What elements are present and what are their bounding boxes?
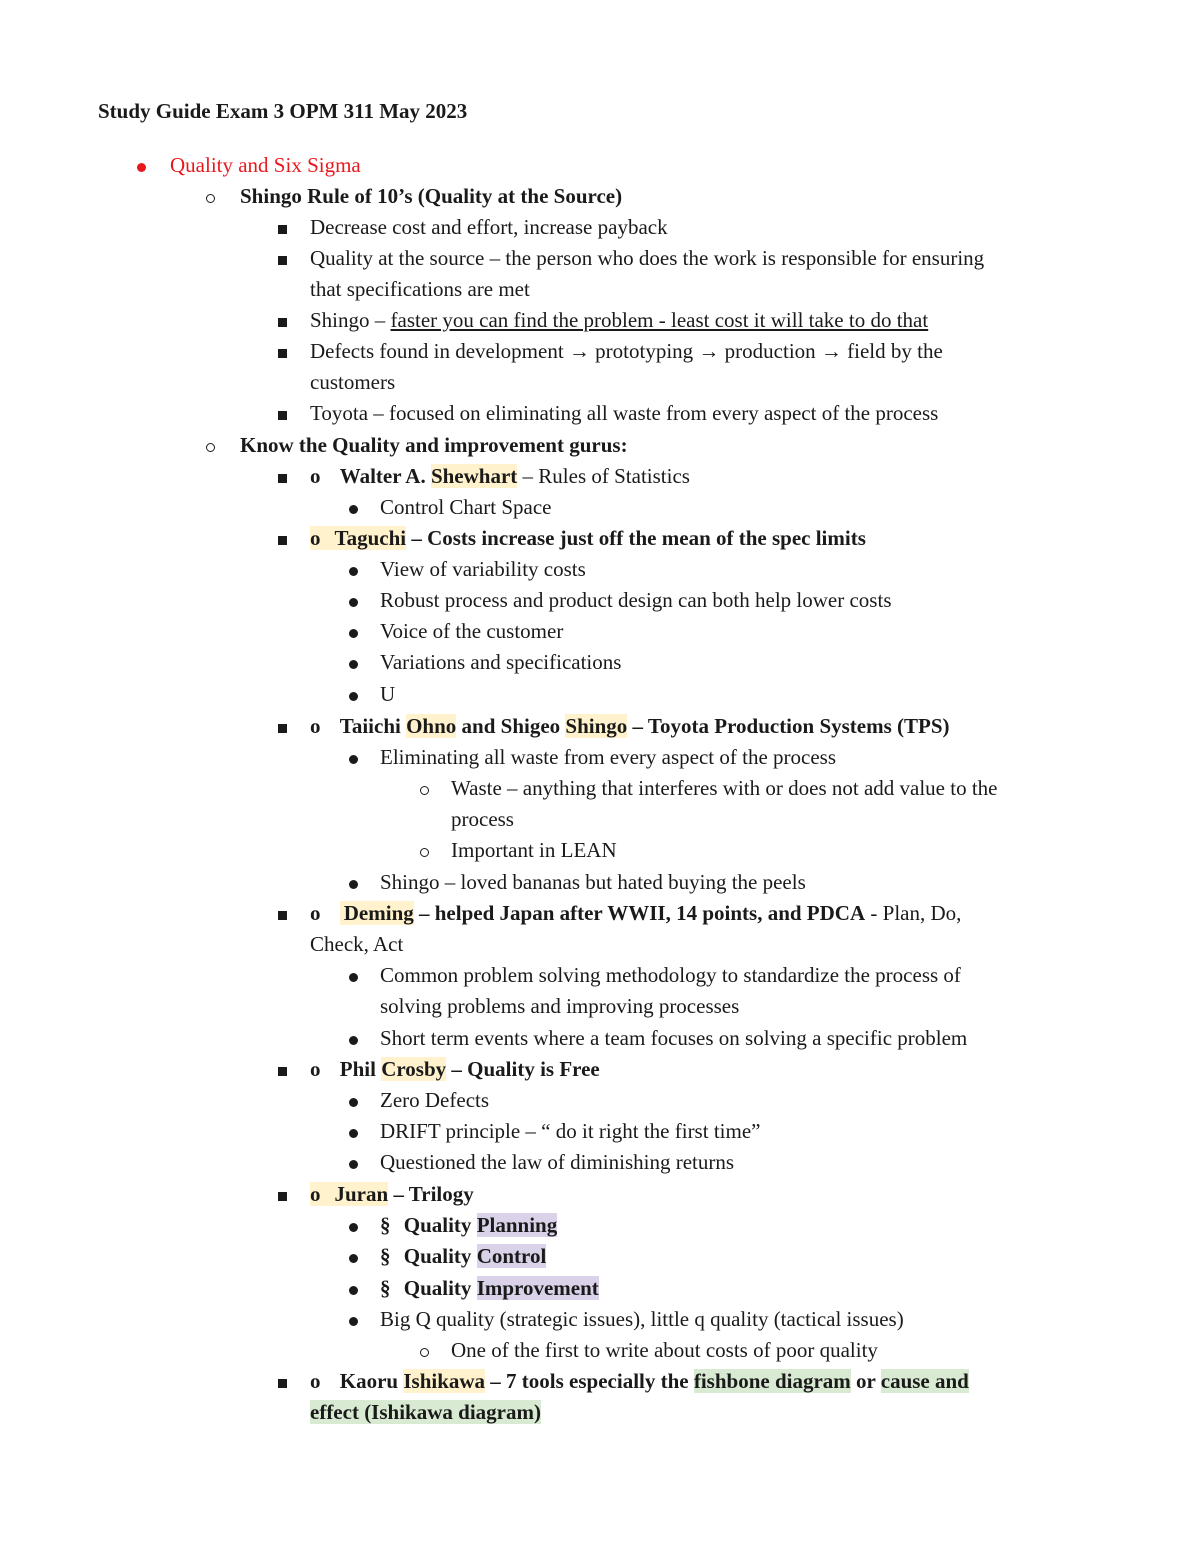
bullet-icon (349, 1286, 358, 1295)
list-item (346, 554, 586, 585)
guru-desc: – Trilogy (388, 1182, 474, 1206)
list-text: U (380, 682, 396, 706)
square-bullet-icon (278, 911, 287, 920)
bullet-icon (349, 660, 358, 669)
list-text: Questioned the law of diminishing returns (380, 1150, 735, 1174)
o-marker: o (310, 1369, 321, 1393)
circle-bullet-icon (206, 443, 215, 452)
list-text-continued: customers (310, 370, 396, 394)
list-text: One of the first to write about costs of poor quality (451, 1338, 878, 1362)
section-sign: § (380, 1213, 391, 1237)
bullet-icon (349, 973, 358, 982)
list-item (276, 336, 943, 367)
bullet-icon (349, 598, 358, 607)
bullet-icon (349, 1160, 358, 1169)
o-marker: o (310, 1057, 321, 1081)
list-item (346, 742, 836, 773)
guru-ohno-shingo (276, 711, 950, 742)
section-quality-six-sigma (133, 150, 361, 181)
bullet-icon (349, 692, 358, 701)
shingo-rule-heading: Shingo Rule of 10’s (Quality at the Source) (240, 184, 623, 208)
tool-highlight: cause and (880, 1369, 969, 1393)
guru-desc: – Quality is Free (446, 1057, 600, 1081)
tool-highlight: effect (Ishikawa diagram) (310, 1400, 541, 1424)
bullet-icon (349, 1129, 358, 1138)
guru-name: Taguchi (334, 526, 407, 550)
trilogy-item (346, 1273, 599, 1304)
list-text-continued: process (451, 807, 514, 831)
list-item (346, 585, 892, 616)
guru-name: Shewhart (430, 464, 518, 488)
guru-first-name: Phil (339, 1057, 376, 1081)
circle-bullet-icon (420, 786, 429, 795)
list-text-continued: Check, Act (310, 932, 404, 956)
bullet-icon (349, 505, 358, 514)
bullet-icon (349, 1098, 358, 1107)
guru-desc: – 7 tools especially the (485, 1369, 694, 1393)
tool-highlight: fishbone diagram (693, 1369, 851, 1393)
guru-desc-plain: - Plan, Do, (865, 901, 962, 925)
list-text: Robust process and product design can both help lower costs (380, 588, 892, 612)
circle-bullet-icon (420, 1348, 429, 1357)
list-text: Voice of the customer (380, 619, 564, 643)
list-item (346, 492, 551, 523)
page-title: Study Guide Exam 3 OPM 311 May 2023 (98, 99, 468, 123)
bullet-icon (349, 755, 358, 764)
list-item (418, 773, 998, 804)
guru-name: Ohno (406, 714, 457, 738)
list-item (346, 1085, 489, 1116)
list-text: Shingo – (310, 308, 391, 332)
square-bullet-icon (278, 1192, 287, 1201)
square-bullet-icon (278, 411, 287, 420)
guru-desc: – Rules of Statistics (517, 464, 690, 488)
list-text: Shingo – loved bananas but hated buying the peels (380, 870, 806, 894)
bullet-icon (349, 1254, 358, 1263)
gurus-heading: Know the Quality and improvement gurus: (240, 433, 628, 457)
list-text: Important in LEAN (451, 838, 617, 862)
o-marker: o (310, 464, 321, 488)
o-marker: o (310, 901, 321, 925)
list-item (204, 181, 622, 212)
guru-crosby (276, 1054, 600, 1085)
square-bullet-icon (278, 474, 287, 483)
square-bullet-icon (278, 724, 287, 733)
section-heading: Quality and Six Sigma (170, 153, 361, 177)
list-item (346, 616, 563, 647)
list-text-continued (310, 1397, 541, 1428)
o-marker: o (310, 526, 335, 550)
bullet-icon (349, 629, 358, 638)
list-item (276, 243, 984, 274)
list-text: DRIFT principle – “ do it right the first time” (380, 1119, 761, 1143)
o-marker: o (310, 1182, 335, 1206)
list-item (276, 398, 938, 429)
list-item (418, 1335, 878, 1366)
circle-bullet-icon (420, 848, 429, 857)
guru-juran (276, 1179, 474, 1210)
guru-taguchi (276, 523, 866, 554)
trilogy-item (346, 1210, 557, 1241)
trilogy-highlight: Planning (476, 1213, 558, 1237)
list-text: Short term events where a team focuses on solving a specific problem (380, 1026, 968, 1050)
list-text-continued: that specifications are met (310, 277, 530, 301)
guru-desc: – Costs increase just off the mean of the spec limits (406, 526, 866, 550)
bullet-icon (349, 1036, 358, 1045)
list-text: Decrease cost and effort, increase payback (310, 215, 668, 239)
bullet-icon (349, 1223, 358, 1232)
guru-first-name: Walter A. (339, 464, 426, 488)
bullet-icon (349, 880, 358, 889)
list-item (346, 1023, 967, 1054)
trilogy-word: Quality (403, 1244, 472, 1268)
list-text: Common problem solving methodology to standardize the process of (380, 963, 961, 987)
red-bullet-icon (137, 163, 146, 172)
guru-shewhart (276, 461, 690, 492)
trilogy-highlight: Improvement (476, 1276, 599, 1300)
guru-name: Deming (340, 901, 414, 925)
guru-first-name: Taiichi (339, 714, 401, 738)
square-bullet-icon (278, 318, 287, 327)
trilogy-word: Quality (403, 1213, 472, 1237)
list-item (346, 647, 621, 678)
guru-name: Ishikawa (403, 1369, 486, 1393)
list-item (418, 835, 617, 866)
list-text: Variations and specifications (380, 650, 622, 674)
underlined-text: faster you can find the problem - least cost it will take to do that (390, 308, 929, 332)
trilogy-word: Quality (403, 1276, 472, 1300)
list-text: Zero Defects (380, 1088, 490, 1112)
guru-name: Crosby (381, 1057, 447, 1081)
list-text: Eliminating all waste from every aspect of the process (380, 745, 837, 769)
list-item (346, 1147, 734, 1178)
bullet-icon (349, 567, 358, 576)
trilogy-highlight: Control (476, 1244, 547, 1268)
circle-bullet-icon (206, 194, 215, 203)
guru-deming (276, 898, 961, 929)
section-sign: § (380, 1276, 391, 1300)
square-bullet-icon (278, 536, 287, 545)
square-bullet-icon (278, 225, 287, 234)
list-text: View of variability costs (380, 557, 586, 581)
guru-first-name: Kaoru (339, 1369, 399, 1393)
section-sign: § (380, 1244, 391, 1268)
guru-connector: and Shigeo (456, 714, 566, 738)
guru-ishikawa (276, 1366, 969, 1397)
list-item (346, 1304, 904, 1335)
list-item (346, 1116, 760, 1147)
list-text: Big Q quality (strategic issues), little q quality (tactical issues) (380, 1307, 904, 1331)
list-item (346, 867, 806, 898)
list-text-continued: solving problems and improving processes (380, 994, 740, 1018)
list-text: Waste – anything that interferes with or does not add value to the (451, 776, 998, 800)
list-text: Defects found in development → prototyping → production → field by the (310, 339, 943, 363)
list-item (346, 960, 961, 991)
guru-name: Shingo (565, 714, 628, 738)
list-item (346, 679, 395, 710)
trilogy-item (346, 1241, 546, 1272)
list-item (204, 430, 628, 461)
square-bullet-icon (278, 349, 287, 358)
square-bullet-icon (278, 256, 287, 265)
list-item (276, 305, 928, 336)
list-text: Control Chart Space (380, 495, 552, 519)
list-text: Quality at the source – the person who does the work is responsible for ensuring (310, 246, 985, 270)
list-text: Toyota – focused on eliminating all waste from every aspect of the process (310, 401, 939, 425)
square-bullet-icon (278, 1379, 287, 1388)
square-bullet-icon (278, 1067, 287, 1076)
o-marker: o (310, 714, 321, 738)
connector-text: or (850, 1369, 881, 1393)
guru-desc: – helped Japan after WWII, 14 points, and PDCA (413, 901, 866, 925)
guru-name: Juran (334, 1182, 389, 1206)
guru-desc: – Toyota Production Systems (TPS) (627, 714, 950, 738)
list-item (276, 212, 668, 243)
bullet-icon (349, 1317, 358, 1326)
